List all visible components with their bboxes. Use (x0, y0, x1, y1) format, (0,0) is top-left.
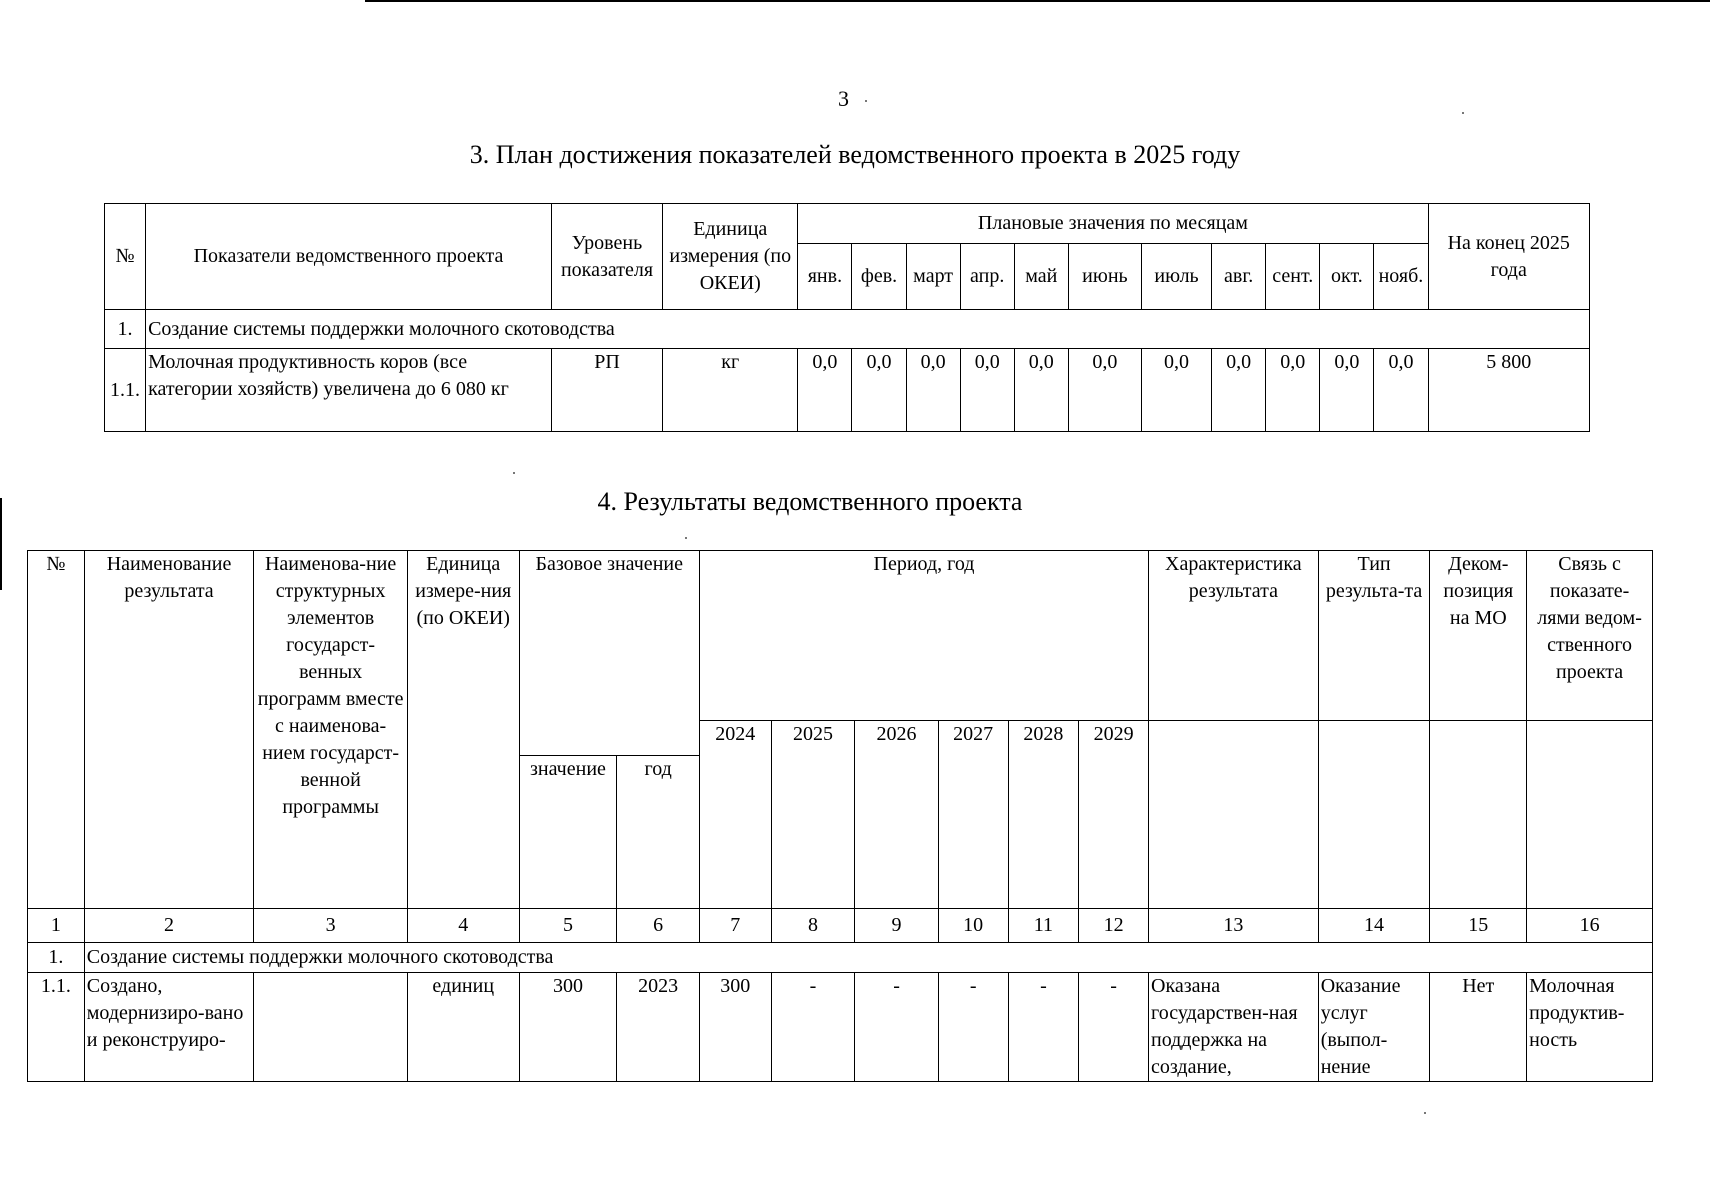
row-no: 1.1. (28, 973, 85, 1082)
header-month: авг. (1212, 244, 1266, 310)
row-base-year: 2023 (617, 973, 700, 1082)
row-month-value: 0,0 (960, 349, 1014, 432)
header-year: 2029 (1079, 721, 1149, 909)
header-base-value: значение (519, 756, 617, 909)
header-month: окт. (1320, 244, 1374, 310)
header-month: май (1014, 244, 1068, 310)
header-year: 2027 (938, 721, 1008, 909)
header-monthly: Плановые значения по месяцам (798, 204, 1428, 244)
row-month-value: 0,0 (798, 349, 852, 432)
header-month: янв. (798, 244, 852, 310)
scan-speck (685, 537, 687, 539)
row-no: 1.1. (105, 349, 146, 432)
column-number: 3 (254, 909, 408, 943)
row-month-value: 0,0 (1068, 349, 1141, 432)
row-month-value: 0,0 (1374, 349, 1428, 432)
column-number: 10 (938, 909, 1008, 943)
row-month-value: 0,0 (852, 349, 906, 432)
header-link: Связь с показате-лями ведом-ственного проекта (1527, 551, 1653, 721)
section3-title: 3. План достижения показателей ведомственного проекта в 2025 году (469, 140, 1241, 169)
row-type: Оказание услуг (выпол-нение (1318, 973, 1430, 1082)
header-base-year: год (617, 756, 700, 909)
row-result-name: Создано, модернизиро-вано и реконструиро- (84, 973, 254, 1082)
header-unit: Единица измере-ния (по ОКЕИ) (407, 551, 519, 909)
group-name: Создание системы поддержки молочного скотоводства (84, 943, 1652, 973)
column-number: 1 (28, 909, 85, 943)
row-end-value: 5 800 (1428, 349, 1590, 432)
header-characteristic-blank (1149, 721, 1319, 909)
row-link: Молочная продуктив-ность (1527, 973, 1653, 1082)
group-name: Создание системы поддержки молочного скотоводства (146, 310, 1590, 349)
header-characteristic: Характеристика результата (1149, 551, 1319, 721)
header-base: Базовое значение (519, 551, 699, 756)
column-number: 5 (519, 909, 617, 943)
scan-speck (1462, 112, 1464, 114)
header-indicator: Показатели ведомственного проекта (146, 204, 552, 310)
header-link-blank (1527, 721, 1653, 909)
header-no: № (28, 551, 85, 909)
header-month: июль (1141, 244, 1211, 310)
column-number: 6 (617, 909, 700, 943)
row-year-value: - (771, 973, 855, 1082)
row-year-value: - (938, 973, 1008, 1082)
section4-title: 4. Результаты ведомственного проекта (597, 487, 1023, 516)
row-characteristic: Оказана государствен-ная поддержка на создание, (1149, 973, 1319, 1082)
column-number: 16 (1527, 909, 1653, 943)
header-no: № (105, 204, 146, 310)
row-year-value: - (1079, 973, 1149, 1082)
row-decomposition: Нет (1430, 973, 1527, 1082)
section3-table (104, 203, 1590, 432)
section4-table (27, 550, 1653, 1082)
column-number: 12 (1079, 909, 1149, 943)
header-unit: Единица измерения (по ОКЕИ) (663, 204, 798, 310)
column-number: 7 (699, 909, 771, 943)
header-month: апр. (960, 244, 1014, 310)
header-end: На конец 2025 года (1428, 204, 1590, 310)
table-row-group (105, 310, 1590, 349)
header-year: 2026 (855, 721, 939, 909)
column-number-row (28, 909, 1653, 943)
column-number: 2 (84, 909, 254, 943)
header-struct: Наименова-ние структурных элементов государст-венных программ вместе с наименова-нием государст-венной программы (254, 551, 408, 909)
scan-speck (865, 100, 867, 102)
row-year-value: 300 (699, 973, 771, 1082)
header-month: нояб. (1374, 244, 1428, 310)
header-month: фев. (852, 244, 906, 310)
top-rule (365, 0, 1710, 2)
row-month-value: 0,0 (1266, 349, 1320, 432)
header-year: 2025 (771, 721, 855, 909)
column-number: 14 (1318, 909, 1430, 943)
column-number: 13 (1149, 909, 1319, 943)
row-indicator-name: Молочная продуктивность коров (все категории хозяйств) увеличена до 6 080 кг (146, 349, 552, 432)
row-struct (254, 973, 408, 1082)
header-decomposition: Деком-позиция на МО (1430, 551, 1527, 721)
column-number: 9 (855, 909, 939, 943)
scan-speck (513, 472, 515, 474)
header-year: 2028 (1008, 721, 1079, 909)
column-number: 15 (1430, 909, 1527, 943)
header-month: июнь (1068, 244, 1141, 310)
row-unit: кг (663, 349, 798, 432)
header-type-blank (1318, 721, 1430, 909)
row-month-value: 0,0 (1141, 349, 1211, 432)
header-year: 2024 (699, 721, 771, 909)
header-month: сент. (1266, 244, 1320, 310)
group-no: 1. (105, 310, 146, 349)
column-number: 4 (407, 909, 519, 943)
group-no: 1. (28, 943, 85, 973)
header-level: Уровень показателя (551, 204, 662, 310)
row-unit: единиц (407, 973, 519, 1082)
column-number: 8 (771, 909, 855, 943)
row-level: РП (551, 349, 662, 432)
row-base-value: 300 (519, 973, 617, 1082)
table-row-group (28, 943, 1653, 973)
header-month: март (906, 244, 960, 310)
row-month-value: 0,0 (1320, 349, 1374, 432)
header-result-name: Наименование результата (84, 551, 254, 909)
header-period: Период, год (699, 551, 1148, 721)
scan-speck (1424, 1112, 1426, 1114)
page-number: 3 (838, 86, 849, 111)
table-row (105, 349, 1590, 432)
row-year-value: - (855, 973, 939, 1082)
header-type: Тип результа-та (1318, 551, 1430, 721)
row-month-value: 0,0 (906, 349, 960, 432)
row-month-value: 0,0 (1212, 349, 1266, 432)
table-row (28, 973, 1653, 1082)
header-decomposition-blank (1430, 721, 1527, 909)
row-year-value: - (1008, 973, 1079, 1082)
row-month-value: 0,0 (1014, 349, 1068, 432)
column-number: 11 (1008, 909, 1079, 943)
